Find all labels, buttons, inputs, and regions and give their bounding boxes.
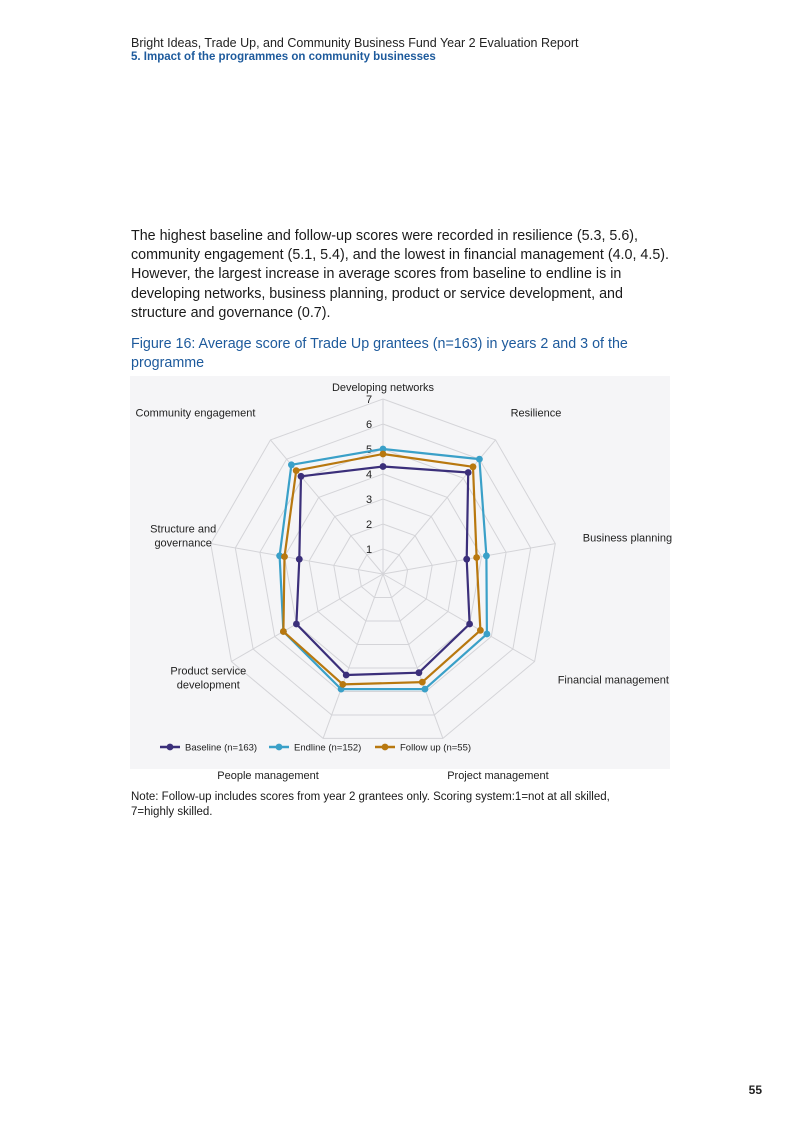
report-title: Bright Ideas, Trade Up, and Community Business Fund Year 2 Evaluation Report bbox=[131, 36, 579, 50]
data-point bbox=[293, 467, 300, 474]
series-line bbox=[283, 454, 480, 684]
radial-tick-label: 3 bbox=[365, 494, 373, 506]
grid-spoke bbox=[323, 574, 383, 738]
data-point bbox=[466, 621, 473, 628]
legend-swatch-marker bbox=[167, 744, 174, 751]
data-point bbox=[483, 552, 490, 559]
data-point bbox=[293, 621, 300, 628]
data-point bbox=[281, 553, 288, 560]
grid-spoke bbox=[383, 574, 443, 738]
body-paragraph: The highest baseline and follow-up scores were recorded in resilience (5.3, 5.6), community engagement (5.1, 5.4), and the lowest in financial management (4.0, 4.5). However, the largest increase in average scores from baseline to endline is in developing networks, business planning, product or service development, and structure and governance (0.7). bbox=[131, 228, 670, 321]
radar-chart-panel bbox=[130, 376, 673, 782]
data-point bbox=[465, 469, 472, 476]
data-point bbox=[470, 463, 477, 470]
radial-tick-label: 6 bbox=[365, 419, 373, 431]
data-point bbox=[473, 554, 480, 561]
radial-tick-label: 1 bbox=[365, 544, 373, 556]
data-point bbox=[288, 461, 295, 468]
data-point bbox=[298, 473, 305, 480]
legend-swatch-marker bbox=[382, 744, 389, 751]
axis-label: Financial management bbox=[557, 674, 669, 687]
page-number: 55 bbox=[748, 1083, 762, 1097]
data-point bbox=[476, 456, 483, 463]
axis-label: Structure and bbox=[150, 523, 217, 536]
data-point bbox=[339, 681, 346, 688]
radial-tick-label: 4 bbox=[365, 469, 373, 481]
legend-label: Baseline (n=163) bbox=[185, 742, 258, 754]
data-point bbox=[422, 686, 429, 693]
legend-swatch-marker bbox=[276, 744, 283, 751]
axis-label: Resilience bbox=[510, 407, 562, 420]
data-point bbox=[416, 669, 423, 676]
legend-label: Follow up (n=55) bbox=[400, 742, 472, 754]
axis-label: Developing networks bbox=[331, 382, 435, 394]
axis-label: Business planning bbox=[582, 532, 673, 545]
data-point bbox=[380, 463, 387, 470]
legend-label: Endline (n=152) bbox=[294, 742, 362, 754]
figure-note: Note: Follow-up includes scores from year 2 grantees only. Scoring system:1=not at all skilled, 7=highly skilled. bbox=[131, 791, 610, 818]
data-point bbox=[484, 631, 491, 638]
radial-tick-label: 7 bbox=[365, 394, 373, 406]
radial-tick-label: 5 bbox=[365, 444, 373, 456]
axis-label: development bbox=[176, 679, 240, 692]
data-point bbox=[380, 451, 387, 458]
radial-tick-label: 2 bbox=[365, 519, 373, 531]
section-title: 5. Impact of the programmes on community businesses bbox=[131, 51, 436, 63]
data-point bbox=[296, 556, 303, 563]
grid-spoke bbox=[231, 574, 383, 662]
axis-label: Project management bbox=[447, 770, 549, 782]
figure-caption: Figure 16: Average score of Trade Up grantees (n=163) in years 2 and 3 of the programme bbox=[131, 336, 628, 371]
data-point bbox=[477, 627, 484, 634]
data-point bbox=[280, 628, 287, 635]
axis-label: governance bbox=[154, 537, 212, 550]
axis-label: Product service bbox=[170, 665, 247, 678]
data-point bbox=[463, 556, 470, 563]
radar-chart bbox=[130, 376, 673, 782]
axis-label: People management bbox=[217, 770, 319, 782]
data-point bbox=[419, 679, 426, 686]
axis-label: Community engagement bbox=[135, 407, 256, 420]
data-point bbox=[343, 672, 350, 679]
